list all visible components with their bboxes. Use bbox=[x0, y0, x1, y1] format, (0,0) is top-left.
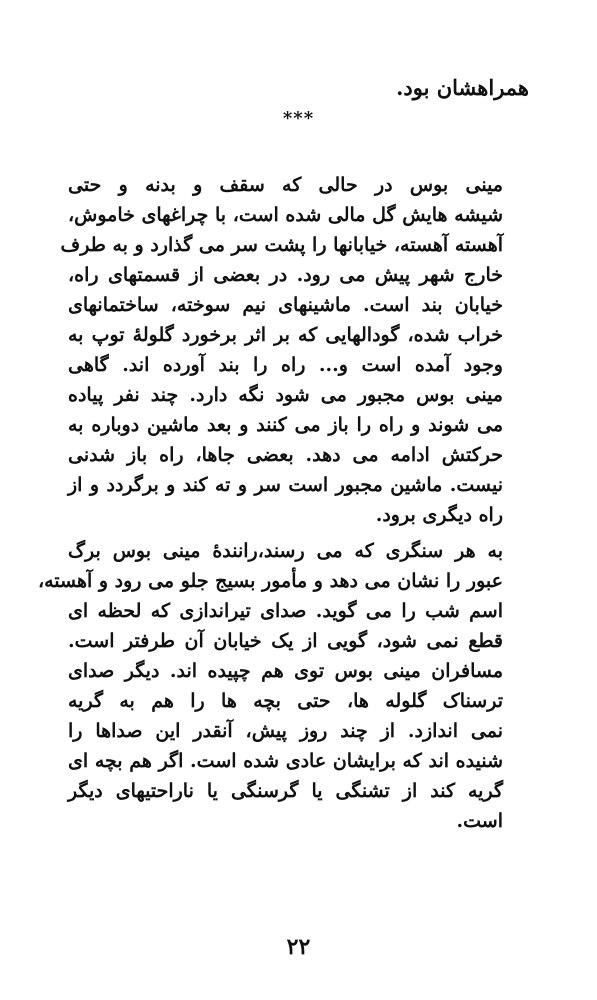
text-line: شنیده اند که برایشان عادی شده است. اگر هم بچه ای bbox=[68, 750, 503, 772]
body-text bbox=[37, 170, 527, 842]
previous-paragraph-ending: همراهشان بود. bbox=[396, 75, 529, 100]
page-number: ۲۲ bbox=[286, 934, 311, 960]
text-line: مینی بوس در حالی که سقف و بدنه و حتی bbox=[68, 174, 503, 196]
section-separator: *** bbox=[282, 108, 315, 129]
text-line: خارج شهر پیش می رود. در بعضی از قسمتهای راه، bbox=[68, 264, 503, 286]
text-line: ترسناک گلوله ها، حتی بچه ها را هم به گریه bbox=[68, 690, 503, 712]
text-line: آهسته آهسته، خیابانها را پشت سر می گذارد و به طرف bbox=[60, 234, 503, 256]
text-line: وجود آمده است و... راه را بند آورده اند. گاهی bbox=[68, 354, 503, 376]
text-line: نمی اندازد. از چند روز پیش، آنقدر این صداها را bbox=[68, 720, 503, 742]
text-line: است. bbox=[456, 810, 503, 832]
text-line: مینی بوس مجبور می شود نگه دارد. چند نفر پیاده bbox=[68, 384, 503, 406]
text-line: مسافران مینی بوس توی هم چپیده اند. دیگر صدای bbox=[68, 660, 503, 682]
text-line: حرکتش ادامه می دهد. بعضی جاها، راه باز شدنی bbox=[68, 444, 503, 466]
text-line: نیست. ماشین مجبور است سر و ته کند و برگردد و از bbox=[68, 474, 503, 496]
text-line: به هر سنگری که می رسند،رانندهٔ مینی بوس برگ bbox=[68, 540, 503, 562]
paragraph-2 bbox=[37, 536, 527, 836]
text-line: شیشه هایش گل مالی شده است، با چراغهای خاموش، bbox=[68, 204, 503, 226]
paragraph-1 bbox=[60, 170, 527, 530]
text-line: اسم شب را می گوید. صدای تیراندازی که لحظه ای bbox=[68, 600, 503, 622]
text-line: راه دیگری برود. bbox=[375, 504, 503, 526]
text-line: خراب شده، گودالهایی که بر اثر برخورد گلولهٔ توپ به bbox=[68, 324, 503, 346]
text-line: قطع نمی شود، گویی از یک خیابان آن طرفتر است. bbox=[68, 630, 503, 652]
text-line: خیابان بند است. ماشینهای نیم سوخته، ساختمانهای bbox=[68, 294, 503, 316]
text-line: می شوند و راه را باز می کنند و بعد ماشین دوباره به bbox=[68, 414, 503, 436]
text-line: گریه کند از تشنگی یا گرسنگی یا ناراحتیهای دیگر bbox=[68, 780, 503, 802]
text-line: عبور را نشان می دهد و مأمور بسیج جلو می رود و آهسته، bbox=[37, 570, 503, 592]
